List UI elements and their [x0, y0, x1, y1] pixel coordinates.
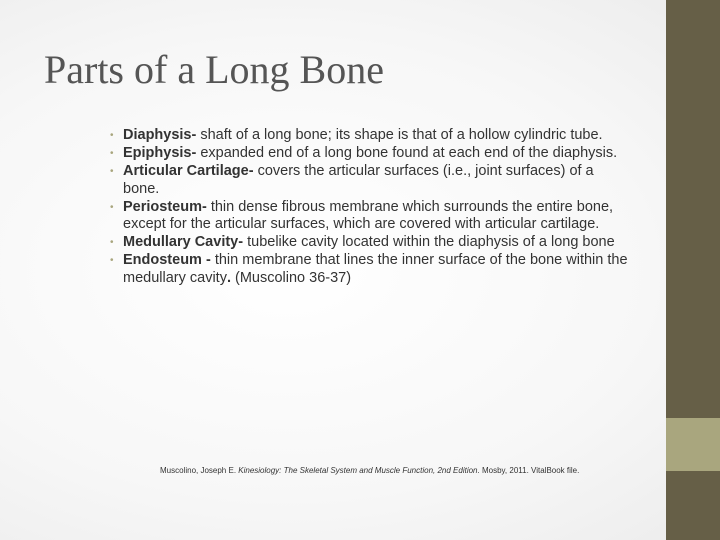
definition: shaft of a long bone; its shape is that of a hollow cylindric tube. [196, 127, 603, 143]
source-reference: (Muscolino 36-37) [230, 269, 352, 286]
term: Articular Cartilage- [123, 163, 254, 180]
list-item [110, 234, 630, 251]
bullet-icon: • [110, 255, 114, 267]
term: Diaphysis- [123, 127, 197, 143]
bullet-list [110, 127, 630, 288]
slide-title: Parts of a Long Bone [44, 47, 384, 92]
citation-publisher: . Mosby, 2011. VitalBook file. [477, 466, 580, 475]
bullet-icon: • [110, 201, 114, 213]
list-item [110, 163, 630, 197]
bullet-icon: • [110, 148, 114, 160]
list-item [110, 127, 630, 144]
list-item [110, 252, 630, 286]
period: . [226, 269, 231, 286]
decorative-accent-band [666, 418, 720, 471]
citation-author: Muscolino, Joseph E. [160, 466, 239, 475]
definition: expanded end of a long bone found at each end of the diaphysis. [196, 145, 618, 162]
citation [160, 466, 579, 475]
term: Endosteum - [123, 252, 211, 269]
definition: thin membrane that lines the inner surface of the bone within the medullary cavity [123, 252, 628, 286]
citation-book: Kinesiology: The Skeletal System and Muscle Function, 2nd Edition [238, 466, 478, 475]
bullet-icon: • [110, 130, 114, 141]
term: Medullary Cavity- [123, 234, 244, 251]
list-item [110, 199, 630, 233]
term: Periosteum- [123, 198, 207, 215]
bullet-icon: • [110, 166, 114, 178]
definition: covers the articular surfaces (i.e., joint surfaces) of a bone. [123, 163, 594, 197]
term: Epiphysis- [123, 145, 197, 162]
list-item [110, 145, 630, 162]
bullet-icon: • [110, 237, 114, 249]
definition: tubelike cavity located within the diaphysis of a long bone [243, 234, 615, 251]
definition: thin dense fibrous membrane which surrounds the entire bone, except for the articular surfaces, which are covered with articular cartilage. [123, 198, 614, 233]
